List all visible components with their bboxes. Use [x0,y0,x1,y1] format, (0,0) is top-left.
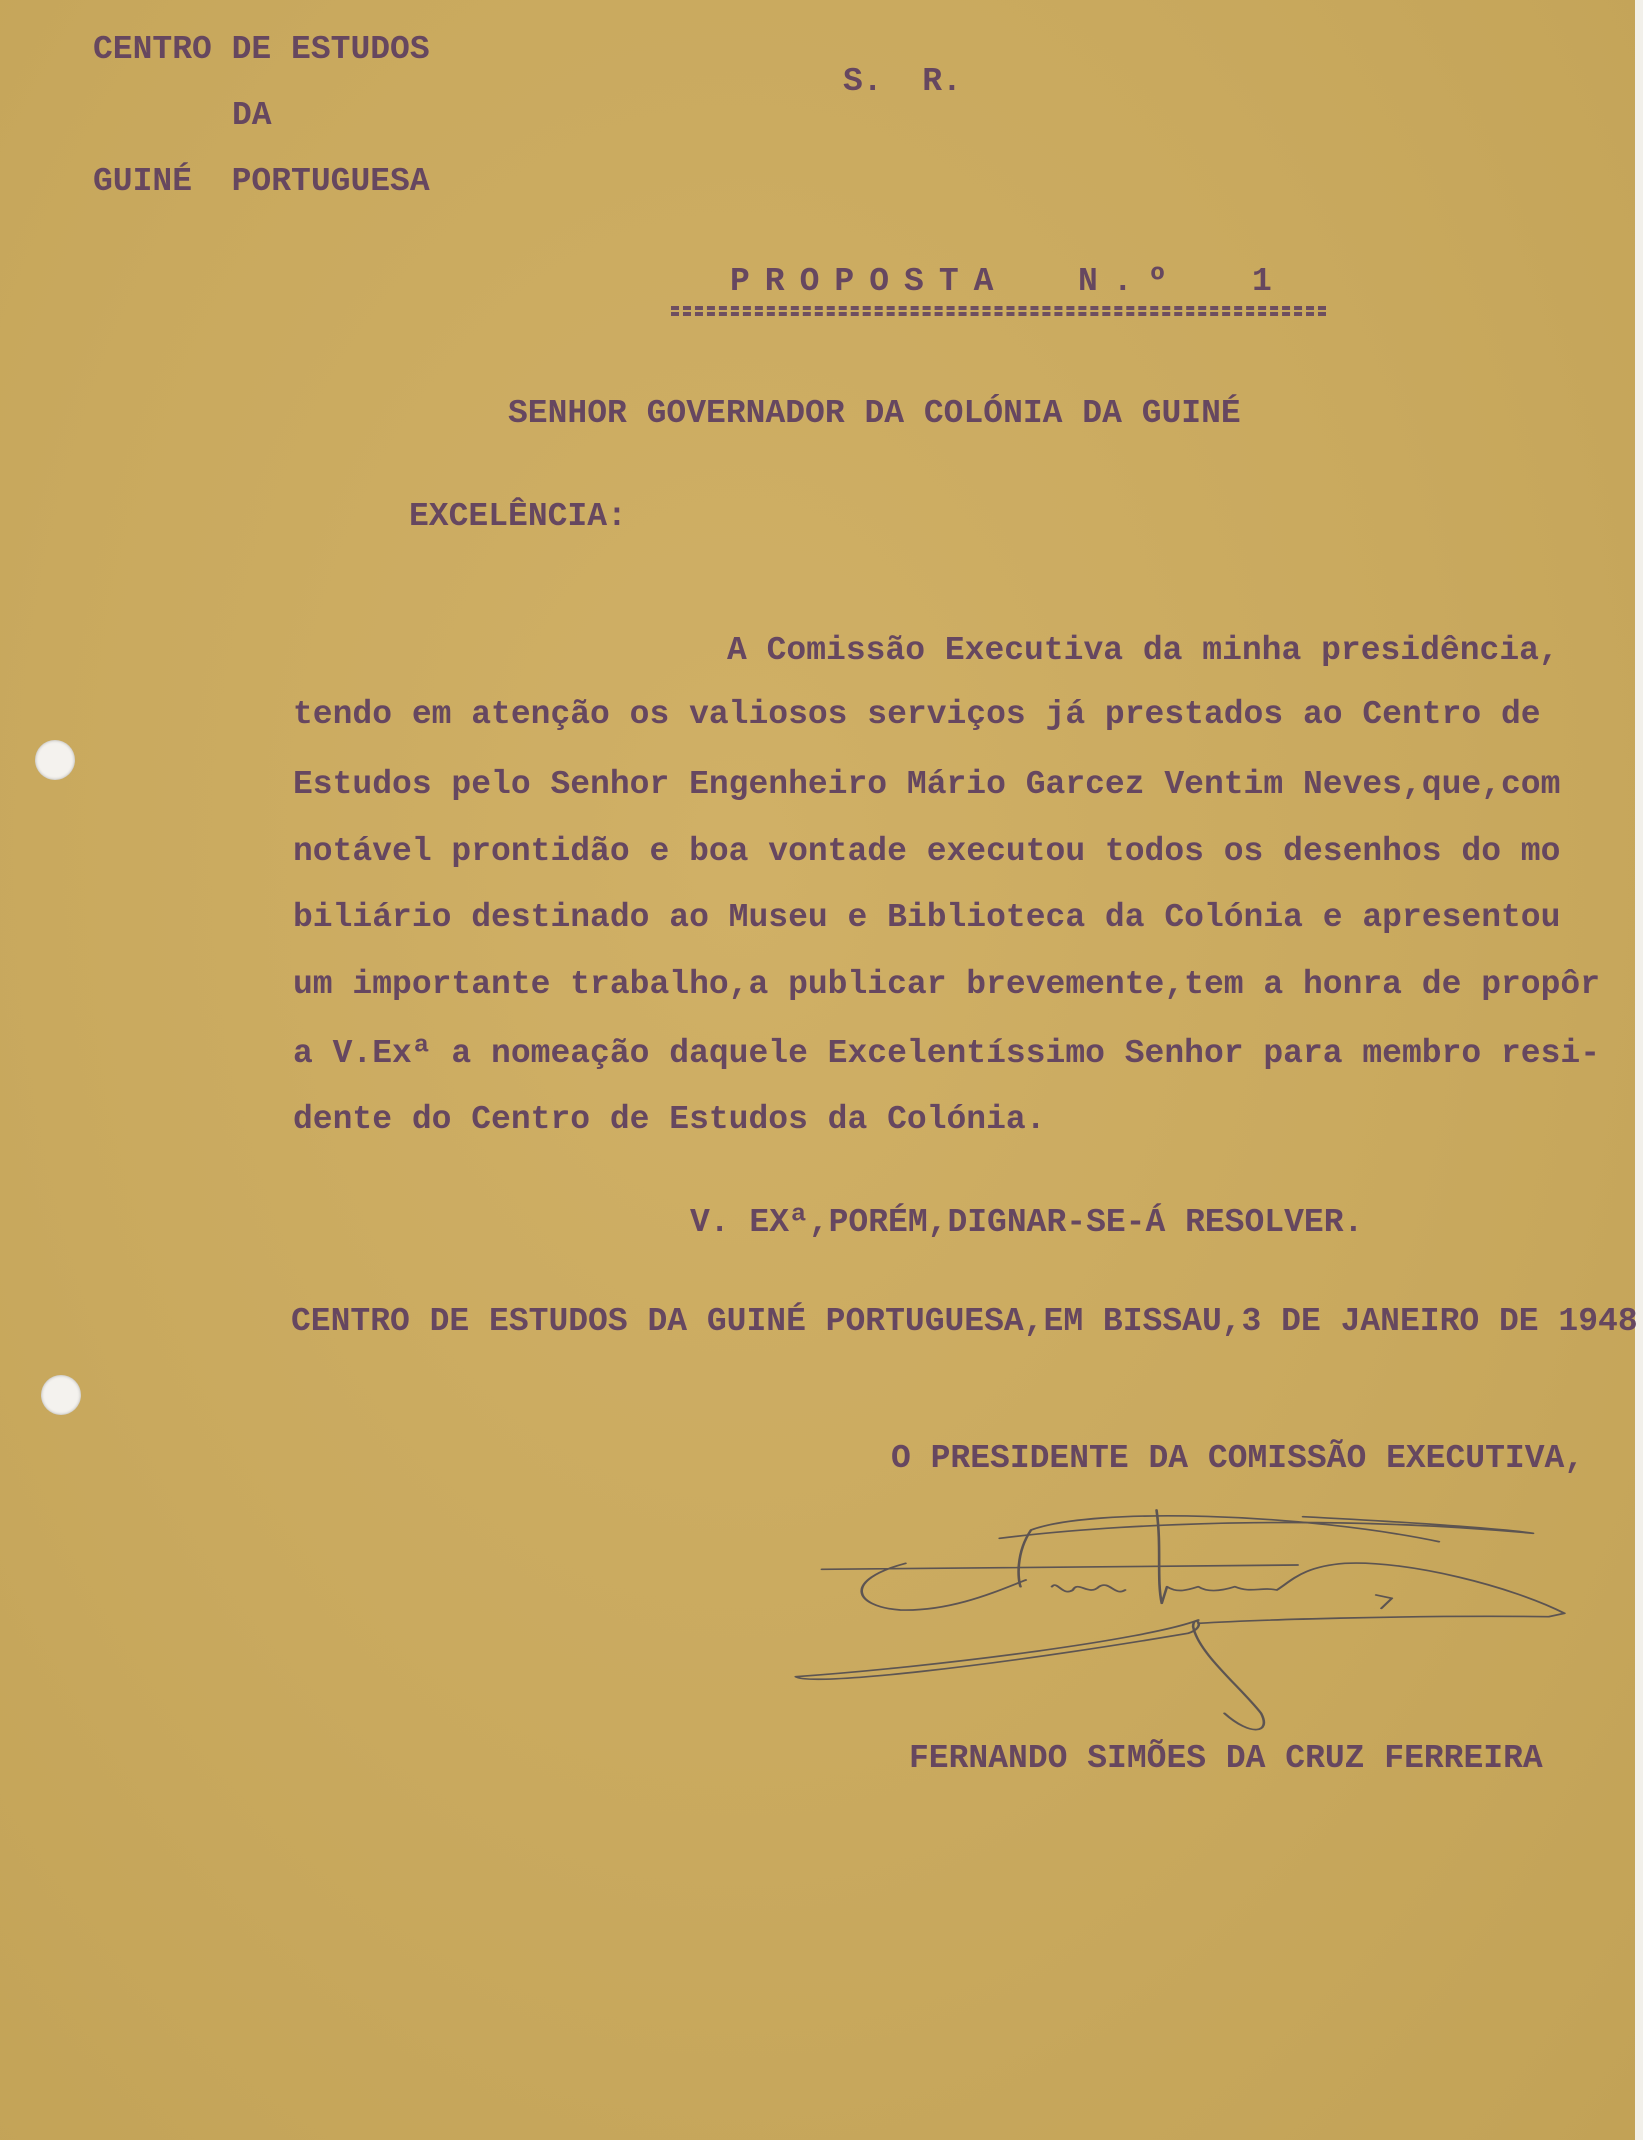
body-line: biliário destinado ao Museu e Biblioteca da Colónia e apresentou [293,899,1561,936]
addressee: SENHOR GOVERNADOR DA COLÓNIA DA GUINÉ [508,395,1241,432]
signatory-title: O PRESIDENTE DA COMISSÃO EXECUTIVA, [891,1440,1585,1477]
letterhead-line-1: CENTRO DE ESTUDOS [93,31,430,68]
signatory-name: FERNANDO SIMÕES DA CRUZ FERREIRA [909,1740,1543,1777]
body-line: um importante trabalho,a publicar brevemente,tem a honra de propôr [293,966,1601,1003]
letterhead-line-3: GUINÉ PORTUGUESA [93,163,430,200]
scan-edge [1635,0,1643,2140]
reference-mark: S. R. [843,63,962,100]
body-line: dente do Centro de Estudos da Colónia. [293,1101,1046,1138]
body-line: notável prontidão e boa vontade executou todos os desenhos do mo [293,833,1561,870]
title-underline [671,306,1326,316]
closing-formula: V. EXª,PORÉM,DIGNAR-SE-Á RESOLVER. [690,1204,1364,1241]
body-line: a V.Exª a nomeação daquele Excelentíssimo Senhor para membro resi- [293,1035,1601,1072]
letterhead-line-2: DA [232,97,272,134]
salutation: EXCELÊNCIA: [409,498,627,535]
body-line: tendo em atenção os valiosos serviços já prestados ao Centro de [293,696,1541,733]
body-line: Estudos pelo Senhor Engenheiro Mário Garcez Ventim Neves,que,com [293,766,1561,803]
punch-hole [35,740,75,780]
document-title: PROPOSTA N.º 1 [730,263,1287,300]
body-line: A Comissão Executiva da minha presidência, [727,632,1559,669]
punch-hole [41,1375,81,1415]
place-and-date: CENTRO DE ESTUDOS DA GUINÉ PORTUGUESA,EM BISSAU,3 DE JANEIRO DE 1948 [291,1303,1638,1340]
